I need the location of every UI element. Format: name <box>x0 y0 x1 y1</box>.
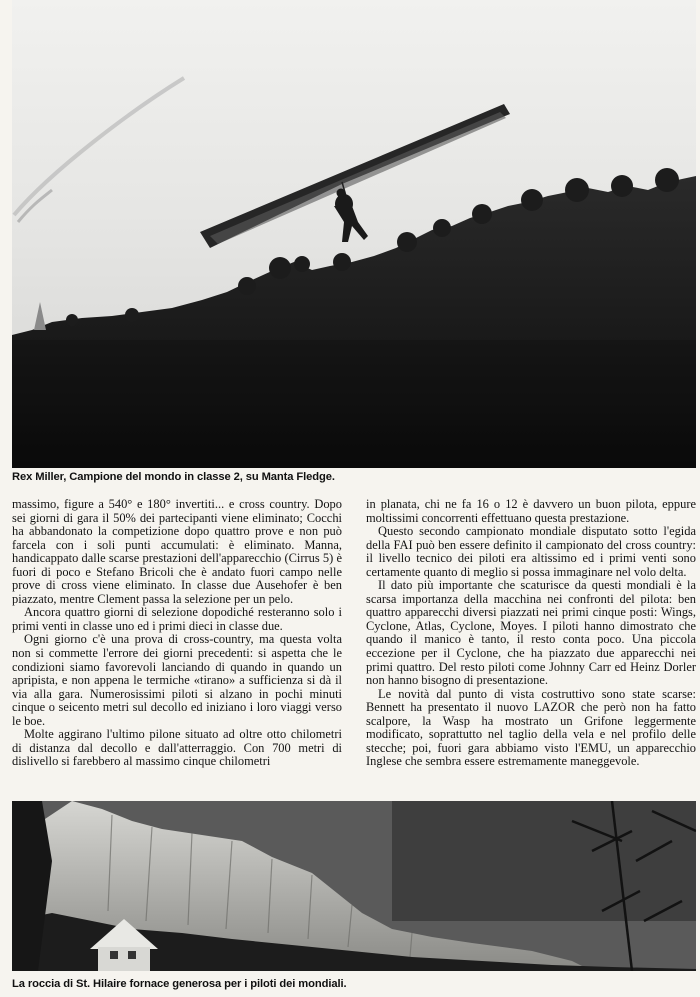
cliff-photo-drawing <box>12 801 696 971</box>
photo-caption-bottom: La roccia di St. Hilaire fornace generosa per i piloti dei mondiali. <box>12 978 347 990</box>
article-column-left <box>12 498 342 769</box>
photo-caption-top: Rex Miller, Campione del mondo in classe 2, su Manta Fledge. <box>12 471 335 483</box>
cliff-photo <box>12 801 696 971</box>
pilot-figure <box>334 189 368 243</box>
paragraph: Il dato più importante che scaturisce da questi mondiali è la scarsa importanza della macchina nei confronti del pilota: ben quattro apparecchi diversi piazzati nei primi cinque posti: Wings, Cyclone, Atlas, Cyclone, Moyes. I piloti hanno dimostrato che quando il manico è tanto, il resto conta poco. Una piccola eccezione per il Cyclone, che ha piazzato due apparecchi nei primi quattro. Del resto piloti come Johnny Carr ed Heinz Dorler non hanno bisogno di presentazione. <box>366 578 696 688</box>
paragraph: Ancora quattro giorni di selezione dopodiché resteranno solo i primi venti in classe uno ed i primi dieci in classe due. <box>12 605 342 633</box>
paragraph: Ogni giorno c'è una prova di cross-country, ma questa volta non si commette l'errore dei giorni precedenti: si aspetta che le condizioni siamo favorevoli lanciando di quando in quando un apripista, e non appena le termiche «tirano» a sufficienza si dà il via alla gara. Numerosissimi piloti si alzano in pochi minuti cinque o seicento metri sul decollo ed iniziano i loro viaggi verso le boe. <box>12 632 342 728</box>
hang-glider-photo <box>12 0 696 468</box>
paragraph: in planata, chi ne fa 16 o 12 è davvero un buon pilota, eppure moltissimi concorrenti effettuano questa prestazione. <box>366 497 696 525</box>
paragraph: massimo, figure a 540° e 180° invertiti... e cross country. Dopo sei giorni di gara il 50% dei partecipanti viene eliminato; Cocchi ha abbandonato la competizione dopo quattro prove e non può farcela con i soli punti accumulati: è eliminato. Manna, handicappato dalle scarse prestazioni dell'apparecchio (Cirrus 5) è fuori di poco e Stefano Bricoli che è andato fuori campo nelle prove di cross viene eliminato. In classe due Ausehofer è ben piazzato, mentre Clement passa la selezione per un pelo. <box>12 497 342 606</box>
hang-glider-photo-drawing <box>12 0 696 468</box>
paragraph: Questo secondo campionato mondiale disputato sotto l'egida della FAI può ben essere definito il campionato del cross country: il livello tecnico dei piloti era altissimo ed i primi venti sono certamente quanto di meglio si possa immaginare nel volo delta. <box>366 524 696 579</box>
article-column-right <box>366 498 696 769</box>
paragraph: Le novità dal punto di vista costruttivo sono state scarse: Bennett ha presentato il nuovo LAZOR che però non ha fatto scalpore, la Wasp ha mostrato un Grifone leggermente modificato, soprattutto nel taglio della vela e nel profilo delle stecche; poi, fuori gara abbiamo visto l'EMU, un apparecchio Inglese che sembra essere estremamente maneggevole. <box>366 686 696 769</box>
paragraph: Molte aggirano l'ultimo pilone situato ad oltre otto chilometri di distanza dal decollo e dall'atterraggio. Con 700 metri di dislivello si farebbero al massimo cinque chilometri <box>12 727 342 769</box>
